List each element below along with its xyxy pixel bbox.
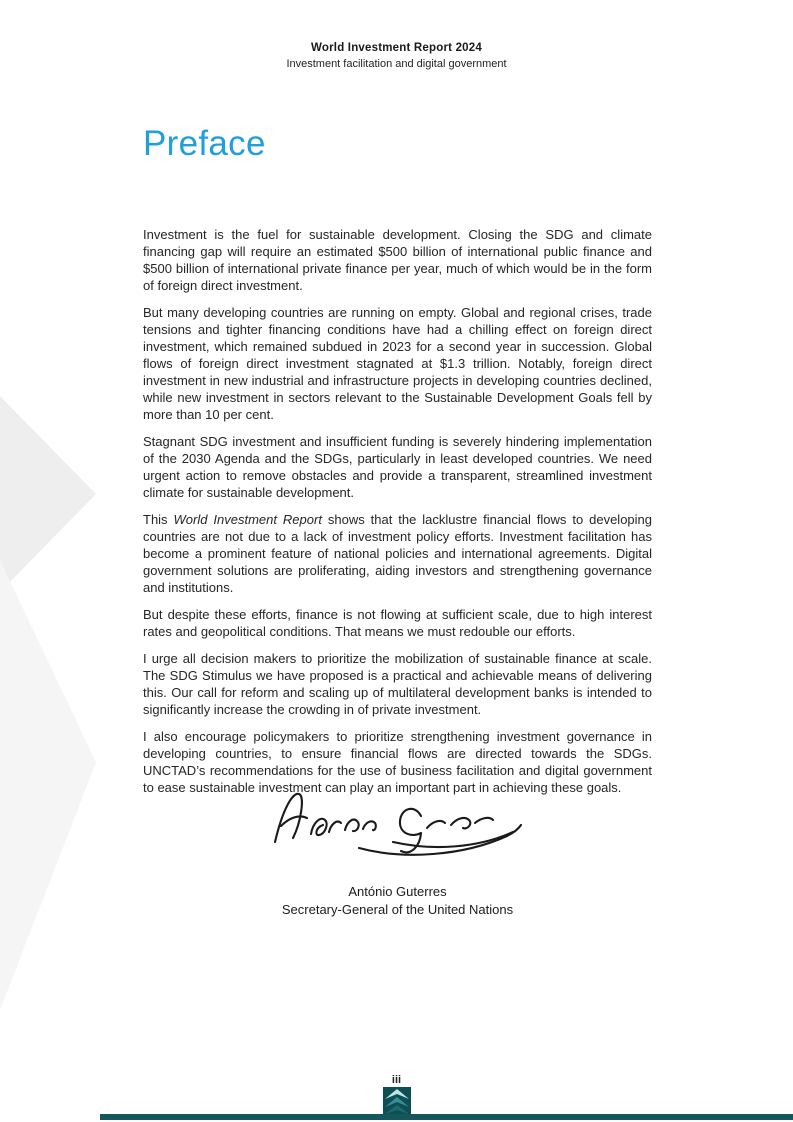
signature-block	[143, 778, 652, 917]
page-title: Preface	[143, 124, 266, 163]
paragraph: Investment is the fuel for sustainable development. Closing the SDG and climate financing gap will require an estimated $500 billion of international public finance and $500 billion of international private finance per year, much of which would be in the form of foreign direct investment.	[143, 227, 652, 293]
running-header	[0, 42, 793, 70]
report-name-italic: World Investment Report	[173, 512, 322, 527]
paragraph: I urge all decision makers to prioritize the mobilization of sustainable finance at scale. The SDG Stimulus we have proposed is a practical and achievable means of delivering this. Our call for reform and scaling up of multilateral development banks is intended to significantly increase the crowding in of private investment.	[143, 651, 652, 717]
body-text	[143, 226, 652, 806]
chevron-logo-icon	[383, 1087, 411, 1114]
paragraph-text: This	[143, 512, 174, 527]
paragraph: I also encourage policymakers to prioritize strengthening investment governance in developing countries, to ensure financial flows are directed towards the SDGs. UNCTAD’s recommendations for the use of business facilitation and digital government to ease sustainable investment can play an important part in achieving these goals.	[143, 729, 652, 795]
page-number: iii	[391, 1074, 402, 1086]
signature-image	[263, 778, 533, 870]
paragraph: Stagnant SDG investment and insufficient funding is severely hindering implementation of the 2030 Agenda and the SDGs, particularly in least developed countries. We need urgent action to remove obstacles and provide a transparent, streamlined investment climate for sustainable development.	[143, 434, 652, 500]
signature-role: Secretary-General of the United Nations	[281, 902, 514, 917]
paragraph: But many developing countries are running on empty. Global and regional crises, trade tensions and tighter financing conditions have had a chilling effect on foreign direct investment, which remained subdued in 2023 for a second year in succession. Global flows of foreign direct investment stagnated at $1.3 trillion. Notably, foreign direct investment in new industrial and infrastructure projects in developing countries declined, while new investment in sectors relevant to the Sustainable Development Goals fell by more than 10 per cent.	[143, 305, 652, 422]
footer-bar	[100, 1114, 793, 1120]
signature-name: António Guterres	[348, 884, 447, 899]
report-subtitle: Investment facilitation and digital government	[286, 58, 507, 70]
watermark-chevron-top	[0, 396, 96, 592]
paragraph: But despite these efforts, finance is not flowing at sufficient scale, due to high interest rates and geopolitical conditions. That means we must redouble our efforts.	[143, 607, 652, 639]
watermark-chevron-bottom	[0, 560, 96, 1010]
report-title: World Investment Report 2024	[311, 42, 482, 54]
paragraph	[143, 511, 652, 596]
paragraph-text: shows that the lacklustre financial flows to developing countries are not due to a lack of investment policy efforts. Investment facilitation has become a prominent feature of national policies and international agreements. Digital government solutions are proliferating, aiding investors and strengthening governance and institutions.	[143, 512, 652, 595]
